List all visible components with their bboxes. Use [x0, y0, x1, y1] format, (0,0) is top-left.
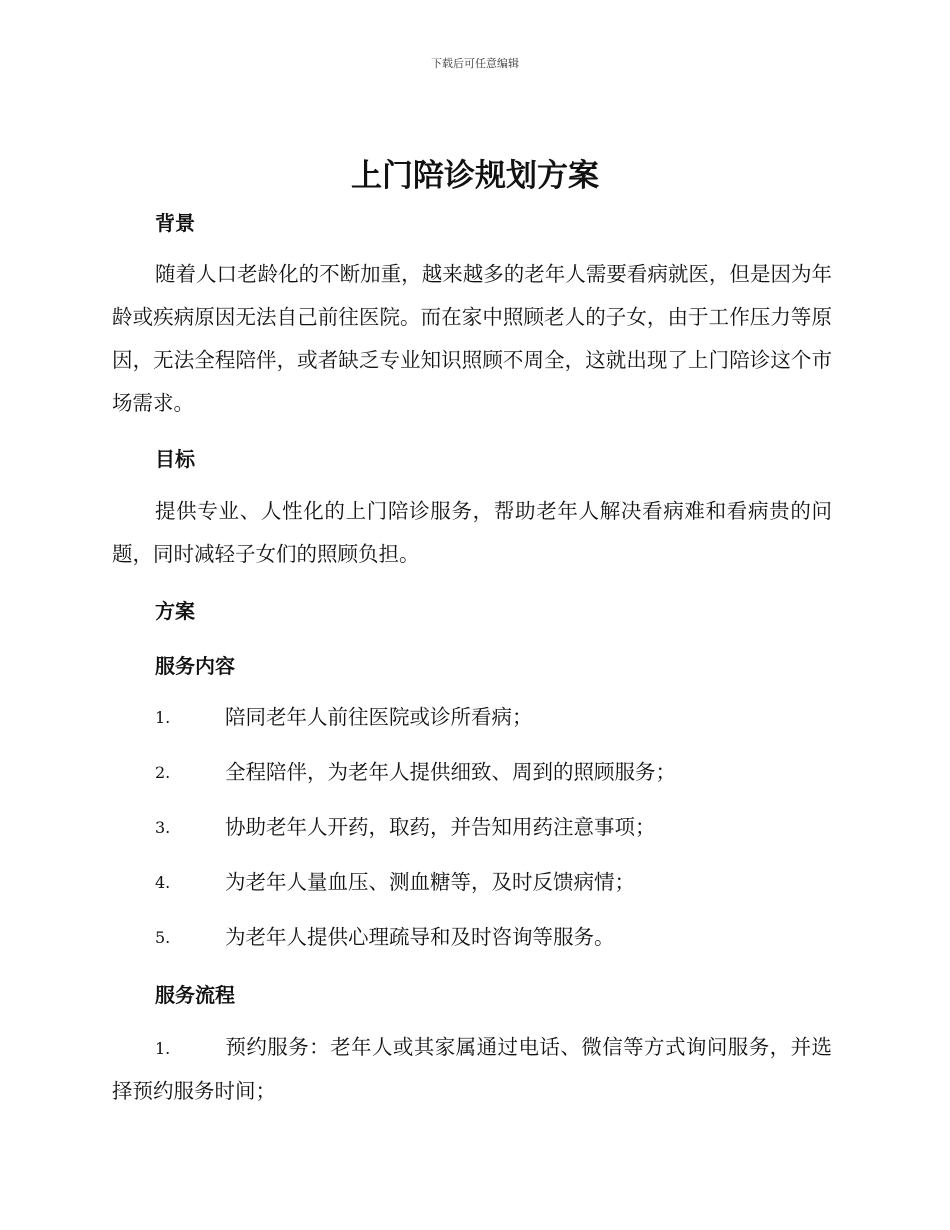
list-number: 2.	[155, 763, 171, 782]
flow-number: 1.	[155, 1039, 171, 1058]
list-text: 协助老年人开药，取药，并告知用药注意事项；	[225, 815, 656, 839]
flow-text: 预约服务：老年人或其家属通过电话、微信等方式询问服务，并选择预约服务时间；	[112, 1035, 832, 1103]
list-number: 3.	[155, 818, 171, 837]
paragraph-goal: 提供专业、人性化的上门陪诊服务，帮助老年人解决看病难和看病贵的问题，同时减轻子女们的照顾负担。	[112, 499, 832, 566]
list-text: 为老年人量血压、测血糖等，及时反馈病情；	[225, 870, 635, 894]
document-title: 上门陪诊规划方案	[351, 158, 599, 194]
heading-service-content: 服务内容	[155, 654, 235, 678]
list-text: 陪同老年人前往医院或诊所看病；	[225, 705, 533, 729]
list-number: 4.	[155, 873, 171, 892]
list-text: 为老年人提供心理疏导和及时咨询等服务。	[225, 925, 615, 949]
list-number: 1.	[155, 708, 171, 727]
heading-background: 背景	[155, 211, 195, 235]
list-text: 全程陪伴，为老年人提供细致、周到的照顾服务；	[225, 760, 676, 784]
heading-goal: 目标	[155, 447, 195, 471]
header-note: 下载后可任意编辑	[431, 57, 519, 70]
heading-plan: 方案	[155, 599, 195, 623]
list-number: 5.	[155, 928, 171, 947]
paragraph-background: 随着人口老龄化的不断加重，越来越多的老年人需要看病就医，但是因为年龄或疾病原因无法自己前往医院。而在家中照顾老人的子女，由于工作压力等原因，无法全程陪伴，或者缺乏专业知识照顾不周全，这就出现了上门陪诊这个市场需求。	[112, 262, 832, 415]
flow-item	[112, 1026, 832, 1113]
heading-service-flow: 服务流程	[155, 983, 235, 1007]
